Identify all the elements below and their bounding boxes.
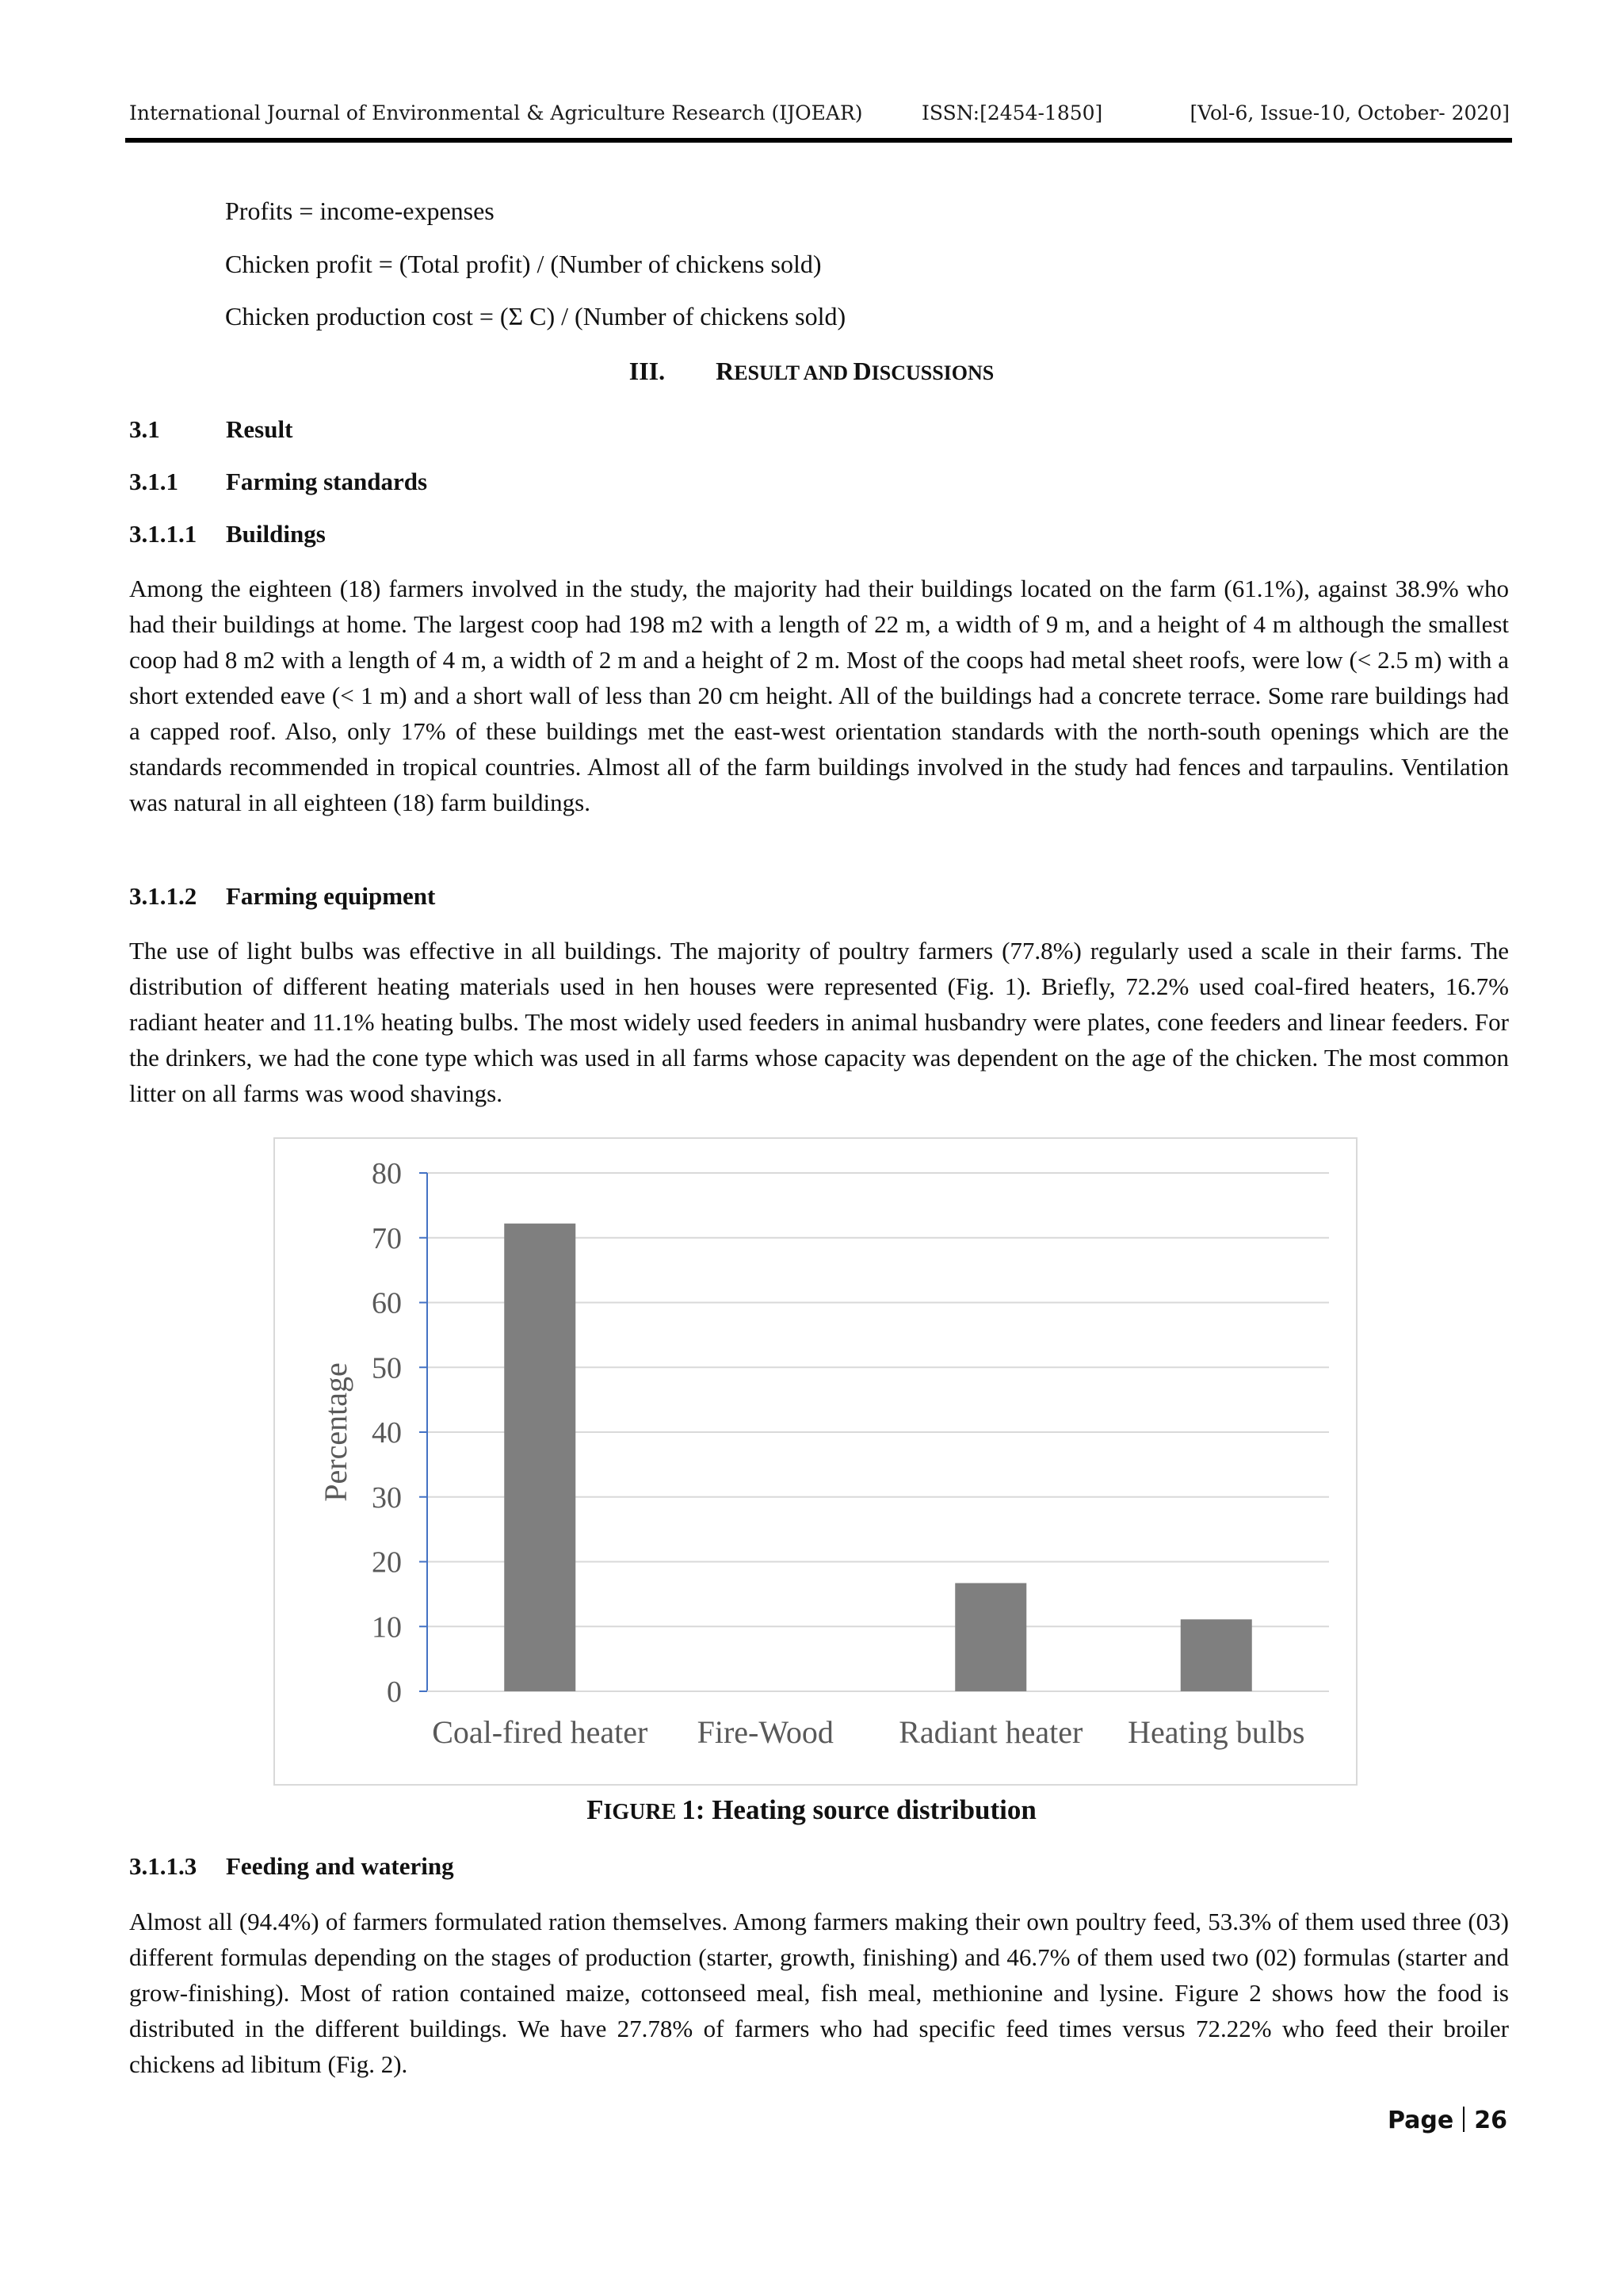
figure-caption: FIGURE 1: Heating source distribution [586,1794,1037,1825]
y-tick-label: 30 [372,1480,402,1515]
x-tick-label: Radiant heater [899,1714,1083,1750]
journal-title: International Journal of Environmental & Agriculture Research (IJOEAR) [129,101,863,124]
page-number: Page 26 [1388,2107,1507,2134]
bar-chart [275,1139,1356,1784]
paragraph-equipment: The use of light bulbs was effective in all buildings. The majority of poultry farmers (77.8%) regularly used a scale in their farms. The distribution of different heating materials used in hen houses were represented (Fig. 1). Briefly, 72.2% used coal-fired heaters, 16.7% radiant heater and 11.1% heating bulbs. The most widely used feeders in animal husbandry were plates, cone feeders and linear feeders. For the drinkers, we had the cone type which was used in all farms whose capacity was dependent on the age of the chicken. The most common litter on all farms was wood shavings. [129,937,1509,1107]
formula-production-cost: Chicken production cost = (Σ C) / (Number of chickens sold) [225,302,846,330]
bar-heating-bulbs [1181,1619,1252,1691]
page-divider [1463,2107,1465,2132]
section-number: III. [628,357,666,385]
y-tick-label: 10 [372,1610,402,1645]
paragraph-buildings: Among the eighteen (18) farmers involved in the study, the majority had their buildings located on the farm (61.1%), against 38.9% who had their buildings at home. The largest coop had 198 m2 with a length of 22 m, a width of 9 m, and a height of 4 m although the smallest coop had 8 m2 with a length of 4 m, a width of 2 m and a height of 2 m. Most of the coops had metal sheet roofs, were low (< 2.5 m) with a short extended eave (< 1 m) and a short wall of less than 20 cm height. All of the buildings had a concrete terrace. Some rare buildings had a capped roof. Also, only 17% of these buildings met the east-west orientation standards with the north-south openings which are the standards recommended in tropical countries. Almost all of the farm buildings involved in the study had fences and tarpaulins. Ventilation was natural in all eighteen (18) farm buildings. [129,575,1509,816]
y-tick-label: 50 [372,1351,402,1385]
x-tick-label: Coal-fired heater [432,1714,648,1750]
heading-3-1-1-2: 3.1.1.2 Farming equipment [129,882,436,910]
formula-profits: Profits = income-expenses [225,197,495,225]
heading-3-1-1-1: 3.1.1.1 Buildings [129,520,326,548]
x-tick-label: Heating bulbs [1128,1714,1305,1750]
volume-info: [Vol-6, Issue-10, October- 2020] [1190,101,1510,124]
y-axis-label: Percentage [318,1362,353,1502]
running-header [129,97,1510,128]
bar-radiant-heater [955,1583,1026,1691]
heading-3-1-1: 3.1.1 Farming standards [129,468,428,495]
heading-3-1-1-3: 3.1.1.3 Feeding and watering [129,1852,454,1880]
y-tick-label: 80 [372,1157,402,1190]
figure-1-chart [273,1137,1358,1786]
formula-chicken-profit: Chicken profit = (Total profit) / (Number of chickens sold) [225,250,822,278]
header-divider [125,138,1512,143]
issn: ISSN:[2454-1850] [922,101,1103,124]
paragraph-feeding: Almost all (94.4%) of farmers formulated ration themselves. Among farmers making their own poultry feed, 53.3% of them used three (03) different formulas depending on the stages of production (starter, growth, finishing) and 46.7% of them used two (02) formulas (starter and grow-finishing). Most of ration contained maize, cottonseed meal, fish meal, methionine and lysine. Figure 2 shows how the food is distributed in the different buildings. We have 27.78% of farmers who had specific feed times versus 72.22% who feed their broiler chickens ad libitum (Fig. 2). [129,1908,1509,2078]
heading-3-1: 3.1 Result [129,415,293,443]
x-tick-label: Fire-Wood [697,1714,834,1750]
y-tick-label: 20 [372,1545,402,1580]
bar-coal-fired-heater [504,1224,575,1691]
section-heading: III. RESULT AND DISCUSSIONS [628,357,995,385]
y-tick-label: 0 [387,1675,402,1709]
y-tick-label: 60 [372,1286,402,1320]
y-tick-label: 70 [372,1221,402,1255]
y-tick-label: 40 [372,1416,402,1450]
